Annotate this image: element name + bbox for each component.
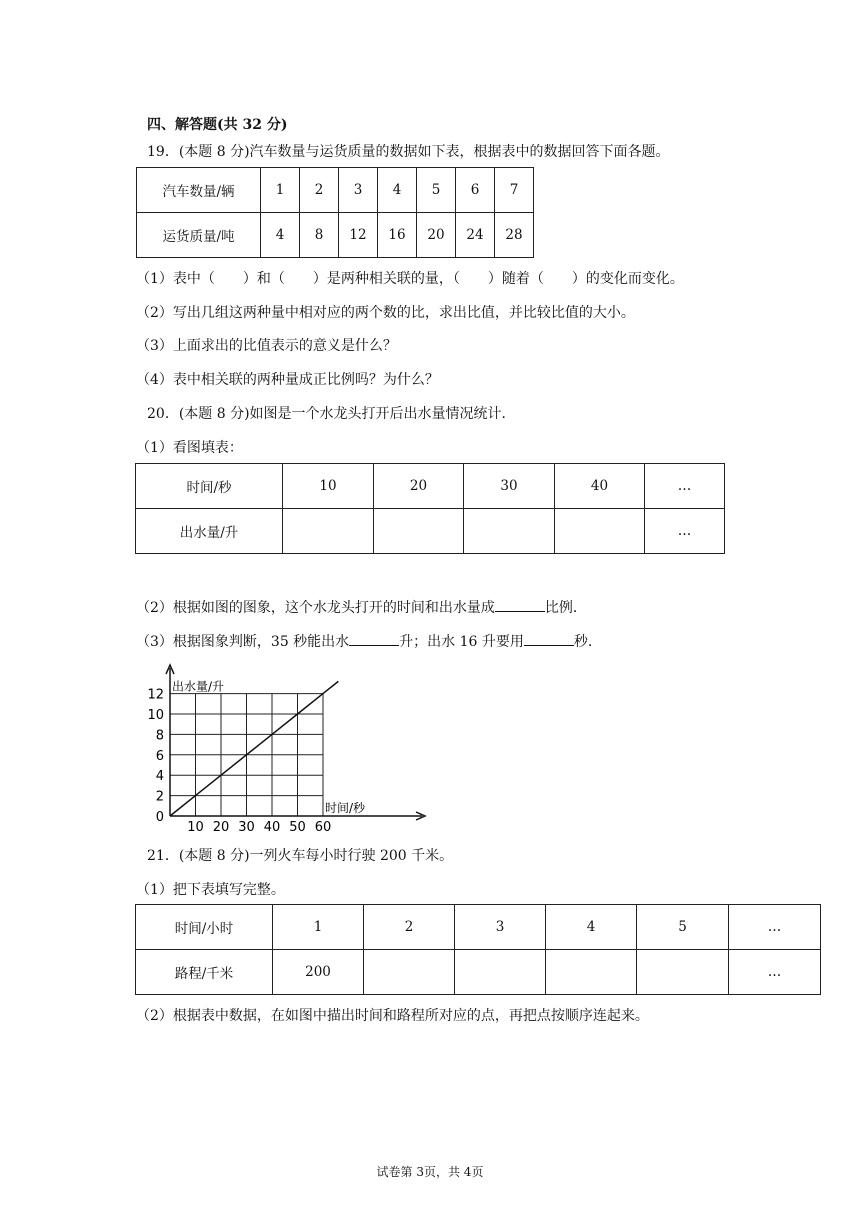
q20-part2 [136, 597, 587, 617]
y-tick-label: 2 [155, 789, 164, 805]
x-tick-label: 20 [212, 820, 230, 832]
table-cell: 路程/千米 [136, 950, 273, 995]
q20-part3 [136, 631, 602, 651]
table-cell: … [645, 464, 725, 509]
y-axis-title: 出水量/升 [172, 679, 225, 694]
q19-stem: 19．(本题 8 分)汽车数量与运货质量的数据如下表，根据表中的数据回答下面各题。 [147, 144, 670, 160]
q21-table-row-time [136, 905, 821, 950]
table-cell: 12 [339, 213, 378, 258]
table-cell: 1 [273, 905, 364, 950]
table-cell-blank[interactable] [364, 950, 455, 995]
q20-part3-text-b: 升；出水 16 升要用 [399, 634, 524, 650]
x-axis-title: 时间/秒 [325, 801, 366, 815]
q19-table-row-quantity [137, 168, 534, 213]
q21-part1: （1）把下表填写完整。 [136, 882, 285, 898]
y-tick-label: 6 [155, 748, 164, 764]
q20-part2-text-a: （2）根据如图的图象，这个水龙头打开的时间和出水量成 [136, 600, 495, 616]
table-cell: 时间/秒 [136, 464, 283, 509]
q20-part2-text-b: 比例． [544, 600, 587, 616]
table-cell: 10 [283, 464, 374, 509]
page-footer: 试卷第 3页，共 4页 [376, 1165, 484, 1179]
q21-part2: （2）根据表中数据，在如图中描出时间和路程所对应的点，再把点按顺序连起来。 [136, 1008, 649, 1024]
q21-table-row-distance [136, 950, 821, 995]
table-cell-blank[interactable] [283, 509, 374, 554]
q19-table-row-mass [137, 213, 534, 258]
table-cell: 4 [261, 213, 300, 258]
y-tick-label: 4 [155, 769, 164, 785]
q20-table [135, 463, 725, 554]
answer-blank[interactable] [495, 597, 545, 612]
table-cell-blank[interactable] [464, 509, 555, 554]
x-tick-label: 50 [289, 820, 306, 832]
q19-table [136, 167, 534, 258]
table-cell-blank[interactable] [637, 950, 729, 995]
x-tick-label: 60 [314, 820, 332, 832]
q19-part3: （3）上面求出的比值表示的意义是什么？ [136, 338, 397, 354]
table-cell: 4 [378, 168, 417, 213]
x-tick-label: 10 [187, 820, 204, 832]
q21-stem: 21．(本题 8 分)一列火车每小时行驶 200 千米。 [147, 848, 454, 864]
table-cell-blank[interactable] [374, 509, 464, 554]
table-cell: 6 [456, 168, 495, 213]
table-cell-blank[interactable] [546, 950, 637, 995]
table-cell-blank[interactable] [455, 950, 546, 995]
table-cell: … [645, 509, 725, 554]
q20-part1: （1）看图填表： [136, 440, 243, 456]
table-cell: 200 [273, 950, 364, 995]
y-tick-label: 12 [147, 687, 164, 703]
table-cell: 28 [495, 213, 534, 258]
y-tick-label: 8 [155, 728, 164, 744]
table-cell: 出水量/升 [136, 509, 283, 554]
table-cell-blank[interactable] [555, 509, 645, 554]
table-cell: 20 [374, 464, 464, 509]
q20-part3-text-a: （3）根据图象判断，35 秒能出水 [136, 634, 350, 650]
table-cell: 40 [555, 464, 645, 509]
table-cell: 3 [339, 168, 378, 213]
q20-table-row-time [136, 464, 725, 509]
table-cell: 5 [637, 905, 729, 950]
q20-stem: 20．(本题 8 分)如图是一个水龙头打开后出水量情况统计． [147, 406, 516, 422]
table-cell: 汽车数量/辆 [137, 168, 261, 213]
q19-part4: （4）表中相关联的两种量成正比例吗？为什么？ [136, 372, 439, 388]
table-cell: … [729, 905, 821, 950]
water-output-chart [140, 660, 440, 832]
table-cell: 2 [300, 168, 339, 213]
y-tick-label: 0 [155, 810, 164, 825]
table-cell: 运货质量/吨 [137, 213, 261, 258]
table-cell: 30 [464, 464, 555, 509]
table-cell: 2 [364, 905, 455, 950]
answer-blank[interactable] [524, 631, 574, 646]
table-cell: 16 [378, 213, 417, 258]
q20-part3-text-c: 秒． [573, 634, 602, 650]
y-tick-label: 10 [147, 708, 164, 723]
table-cell: 3 [455, 905, 546, 950]
table-cell: 7 [495, 168, 534, 213]
q20-table-row-water [136, 509, 725, 554]
table-cell: 1 [261, 168, 300, 213]
table-cell: … [729, 950, 821, 995]
table-cell: 时间/小时 [136, 905, 273, 950]
table-cell: 24 [456, 213, 495, 258]
answer-blank[interactable] [349, 631, 399, 646]
table-cell: 4 [546, 905, 637, 950]
q19-part1: （1）表中（ ）和（ ）是两种相关联的量，（ ）随着（ ）的变化而变化。 [136, 271, 684, 287]
q21-table [135, 904, 821, 995]
section-heading: 四、解答题(共 32 分) [147, 117, 288, 133]
table-cell: 5 [417, 168, 456, 213]
table-cell: 20 [417, 213, 456, 258]
x-tick-label: 40 [263, 820, 281, 832]
x-tick-label: 30 [238, 820, 255, 832]
q19-part2: （2）写出几组这两种量中相对应的两个数的比，求出比值，并比较比值的大小。 [136, 305, 635, 321]
table-cell: 8 [300, 213, 339, 258]
